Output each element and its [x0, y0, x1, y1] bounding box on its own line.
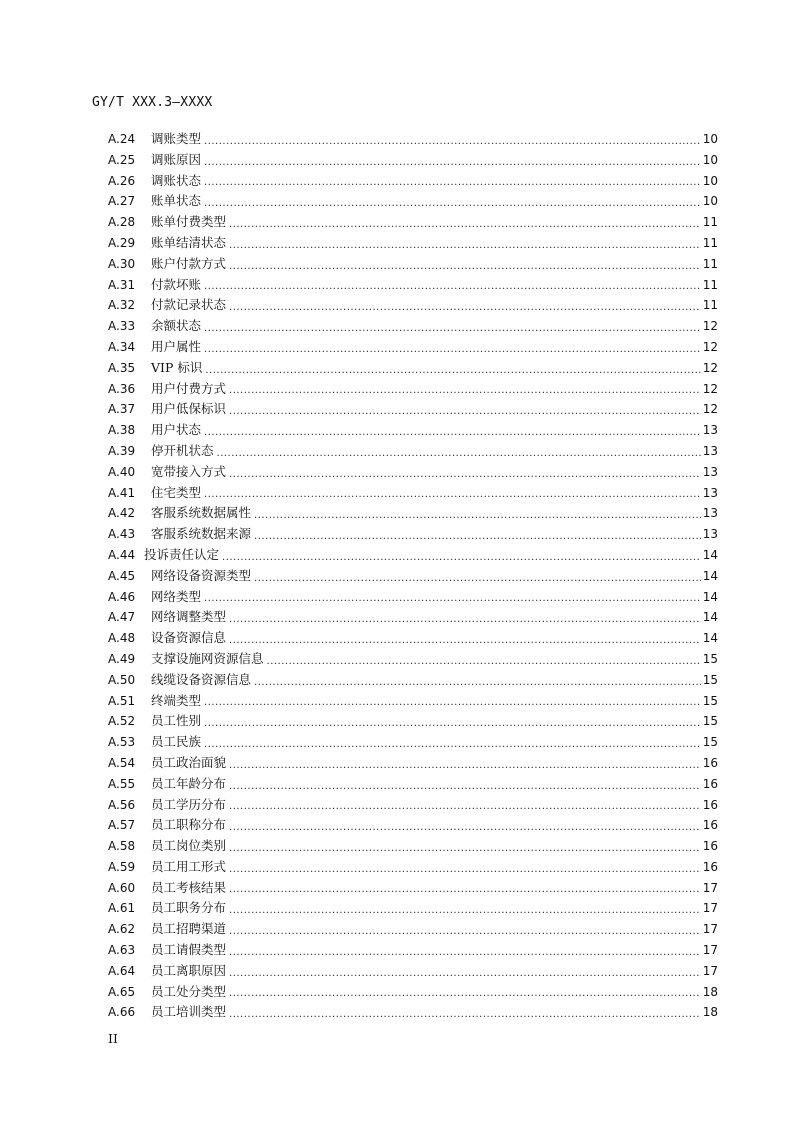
toc-entry-number: A.47: [108, 610, 136, 625]
toc-entry-number: A.59: [108, 859, 136, 874]
toc-entry[interactable]: [108, 940, 718, 961]
toc-dot-leader: [217, 445, 701, 462]
toc-dot-leader: [222, 549, 701, 566]
toc-entry-page: 15: [702, 651, 718, 666]
toc-dot-leader: [229, 611, 701, 628]
toc-entry-number: A.41: [108, 485, 136, 500]
toc-entry-title: 付款记录状态: [151, 297, 227, 313]
toc-entry-number: A.25: [108, 152, 136, 167]
toc-dot-leader: [267, 653, 701, 670]
toc-entry-page: 17: [702, 943, 718, 958]
toc-dot-leader: [204, 278, 701, 295]
toc-dot-leader: [229, 403, 701, 420]
toc-entry-page: 17: [702, 880, 718, 895]
toc-entry-number: A.61: [108, 901, 136, 916]
toc-dot-leader: [229, 757, 701, 774]
toc-entry-number: A.37: [108, 402, 136, 417]
toc-dot-leader: [229, 778, 701, 795]
toc-entry[interactable]: [108, 420, 718, 441]
toc-entry-number: A.66: [108, 1005, 136, 1020]
toc-entry[interactable]: [108, 233, 718, 254]
toc-entry-page: 11: [702, 298, 718, 313]
toc-entry[interactable]: [108, 379, 718, 400]
toc-dot-leader: [204, 133, 701, 150]
toc-entry-number: A.64: [108, 963, 136, 978]
toc-entry[interactable]: [108, 503, 718, 524]
toc-entry-number: A.65: [108, 984, 136, 999]
toc-entry[interactable]: [108, 295, 718, 316]
toc-entry-page: 17: [702, 901, 718, 916]
toc-dot-leader: [204, 486, 701, 503]
toc-entry-title: 网络类型: [151, 588, 202, 604]
toc-entry-title: 员工政治面貌: [151, 754, 227, 770]
toc-entry[interactable]: [108, 212, 718, 233]
toc-entry-page: 16: [702, 818, 718, 833]
toc-entry-title: 余额状态: [151, 318, 202, 334]
toc-entry[interactable]: [108, 441, 718, 462]
toc-entry-title: 账单付费类型: [151, 214, 227, 230]
toc-entry-title: 投诉责任认定: [144, 546, 220, 562]
toc-entry-title: 员工学历分布: [151, 796, 227, 812]
toc-entry-page: 10: [702, 173, 718, 188]
toc-entry-number: A.53: [108, 735, 136, 750]
toc-entry-title: 账户付款方式: [151, 255, 227, 271]
toc-entry-page: 13: [702, 423, 718, 438]
toc-entry[interactable]: [108, 753, 718, 774]
toc-entry-page: 15: [702, 672, 718, 687]
toc-entry-number: A.36: [108, 381, 136, 396]
toc-entry[interactable]: [108, 961, 718, 982]
toc-entry[interactable]: [108, 878, 718, 899]
toc-entry-title: 员工职称分布: [151, 817, 227, 833]
toc-entry-number: A.46: [108, 589, 136, 604]
toc-entry[interactable]: [108, 919, 718, 940]
toc-entry[interactable]: [108, 587, 718, 608]
toc-entry-title: 员工民族: [151, 734, 202, 750]
toc-entry-page: 18: [702, 984, 718, 999]
toc-entry-page: 11: [702, 235, 718, 250]
toc-entry-title: 住宅类型: [151, 484, 202, 500]
toc-entry-page: 11: [702, 215, 718, 230]
toc-entry[interactable]: [108, 483, 718, 504]
toc-entry-title: 员工性别: [151, 713, 202, 729]
toc-entry-page: 14: [702, 610, 718, 625]
toc-entry[interactable]: [108, 774, 718, 795]
toc-dot-leader: [204, 424, 701, 441]
toc-entry-page: 14: [702, 589, 718, 604]
toc-entry-title: VIP 标识: [151, 359, 203, 375]
toc-entry-page: 14: [702, 547, 718, 562]
toc-dot-leader: [229, 237, 701, 254]
toc-entry-page: 13: [702, 443, 718, 458]
toc-entry[interactable]: [108, 628, 718, 649]
toc-dot-leader: [229, 798, 701, 815]
toc-entry[interactable]: [108, 691, 718, 712]
toc-dot-leader: [229, 258, 701, 275]
toc-entry-title: 员工请假类型: [151, 942, 227, 958]
toc-entry-page: 13: [702, 464, 718, 479]
toc-entry-number: A.58: [108, 839, 136, 854]
toc-entry-number: A.62: [108, 922, 136, 937]
toc-entry-title: 停开机状态: [151, 442, 214, 458]
toc-entry-number: A.39: [108, 443, 136, 458]
toc-dot-leader: [229, 944, 701, 961]
toc-entry[interactable]: [108, 129, 718, 150]
toc-entry-page: 12: [702, 319, 718, 334]
toc-entry-title: 员工职务分布: [151, 900, 227, 916]
toc-dot-leader: [229, 923, 701, 940]
toc-entry-number: A.26: [108, 173, 136, 188]
toc-entry-title: 设备资源信息: [151, 630, 227, 646]
toc-entry-title: 员工年龄分布: [151, 775, 227, 791]
toc-entry-title: 客服系统数据属性: [151, 505, 252, 521]
toc-dot-leader: [229, 985, 701, 1002]
toc-entry-page: 17: [702, 963, 718, 978]
toc-dot-leader: [229, 881, 701, 898]
toc-entry-page: 12: [702, 339, 718, 354]
toc-entry-number: A.38: [108, 423, 136, 438]
toc-entry[interactable]: [108, 857, 718, 878]
toc-dot-leader: [229, 965, 701, 982]
toc-entry-page: 16: [702, 776, 718, 791]
toc-entry-page: 16: [702, 755, 718, 770]
toc-dot-leader: [229, 902, 701, 919]
toc-entry[interactable]: [108, 275, 718, 296]
toc-entry-page: 10: [702, 132, 718, 146]
toc-entry-page: 17: [702, 922, 718, 937]
toc-dot-leader: [254, 674, 701, 691]
toc-entry-number: A.56: [108, 797, 136, 812]
toc-dot-leader: [205, 362, 700, 379]
toc-entry-number: A.50: [108, 672, 136, 687]
toc-entry-number: A.51: [108, 693, 136, 708]
toc-entry-number: A.34: [108, 339, 136, 354]
toc-entry-number: A.43: [108, 527, 136, 542]
toc-entry-number: A.33: [108, 319, 136, 334]
toc-entry-page: 11: [702, 256, 718, 271]
toc-dot-leader: [204, 174, 701, 191]
toc-entry[interactable]: [108, 462, 718, 483]
toc-dot-leader: [204, 341, 701, 358]
page-number: II: [108, 1031, 118, 1046]
toc-entry-number: A.31: [108, 277, 136, 292]
toc-entry-page: 12: [702, 360, 718, 375]
toc-entry-title: 付款坏账: [151, 276, 202, 292]
toc-entry-title: 账单结清状态: [151, 234, 227, 250]
toc-dot-leader: [229, 1006, 701, 1023]
toc-entry[interactable]: [108, 150, 718, 171]
toc-dot-leader: [204, 715, 701, 732]
toc-entry-number: A.44: [108, 547, 136, 562]
toc-entry-number: A.42: [108, 506, 136, 521]
toc-entry-number: A.60: [108, 880, 136, 895]
toc-entry-title: 用户属性: [151, 338, 202, 354]
toc-entry-title: 调账状态: [151, 172, 202, 188]
toc-entry-page: 15: [702, 735, 718, 750]
toc-entry-page: 10: [702, 152, 718, 167]
toc-entry-number: A.27: [108, 194, 136, 209]
toc-entry-page: 15: [702, 714, 718, 729]
toc-entry[interactable]: [108, 171, 718, 192]
toc-entry[interactable]: [108, 524, 718, 545]
toc-entry-number: A.55: [108, 776, 136, 791]
toc-entry-title: 用户付费方式: [151, 380, 227, 396]
toc-entry[interactable]: [108, 316, 718, 337]
toc-entry-title: 用户低保标识: [151, 401, 227, 417]
toc-dot-leader: [229, 632, 701, 649]
toc-dot-leader: [204, 195, 701, 212]
toc-entry-title: 用户状态: [151, 422, 202, 438]
toc-entry-page: 13: [702, 527, 718, 542]
toc-entry-number: A.32: [108, 298, 136, 313]
toc-entry[interactable]: [108, 982, 718, 1003]
toc-entry-title: 员工用工形式: [151, 858, 227, 874]
toc-entry[interactable]: [108, 337, 718, 358]
toc-entry-number: A.49: [108, 651, 136, 666]
toc-entry-title: 终端类型: [151, 692, 202, 708]
toc-entry-title: 网络调整类型: [151, 609, 227, 625]
toc-entry-title: 网络设备资源类型: [151, 567, 252, 583]
toc-entry-number: A.35: [108, 360, 136, 375]
toc-entry[interactable]: [108, 254, 718, 275]
toc-entry-title: 员工培训类型: [151, 1004, 227, 1020]
toc-entry[interactable]: [108, 732, 718, 753]
toc-entry-page: 14: [702, 568, 718, 583]
toc-entry-number: A.29: [108, 235, 136, 250]
toc-entry[interactable]: [108, 795, 718, 816]
toc-dot-leader: [229, 840, 701, 857]
toc-dot-leader: [204, 154, 701, 171]
toc-entry-number: A.63: [108, 943, 136, 958]
toc-entry-page: 12: [702, 381, 718, 396]
toc-entry-page: 14: [702, 631, 718, 646]
toc-entry-number: A.57: [108, 818, 136, 833]
toc-entry-title: 调账原因: [151, 151, 202, 167]
toc-dot-leader: [254, 570, 701, 587]
toc-entry[interactable]: [108, 649, 718, 670]
toc-dot-leader: [229, 382, 701, 399]
toc-entry[interactable]: [108, 815, 718, 836]
toc-dot-leader: [254, 528, 701, 545]
toc-entry-title: 员工岗位类别: [151, 838, 227, 854]
toc-entry-page: 13: [702, 485, 718, 500]
toc-entry-page: 11: [702, 277, 718, 292]
toc-dot-leader: [229, 466, 701, 483]
toc-entry-title: 员工离职原因: [151, 962, 227, 978]
toc-entry[interactable]: [108, 358, 718, 379]
toc-dot-leader: [229, 819, 701, 836]
toc-entry[interactable]: [108, 545, 718, 566]
toc-entry-number: A.45: [108, 568, 136, 583]
toc-entry-page: 10: [702, 194, 718, 209]
document-code-header: GY/T XXX.3—XXXX: [92, 95, 213, 110]
toc-dot-leader: [254, 507, 701, 524]
toc-dot-leader: [229, 216, 701, 233]
toc-entry-title: 客服系统数据来源: [151, 526, 252, 542]
toc-entry-number: A.28: [108, 215, 136, 230]
toc-entry[interactable]: [108, 836, 718, 857]
toc-entry-title: 员工招聘渠道: [151, 921, 227, 937]
toc-entry[interactable]: [108, 191, 718, 212]
toc-entry-page: 13: [702, 506, 718, 521]
toc-entry-page: 15: [702, 693, 718, 708]
toc-entry-title: 账单状态: [151, 193, 202, 209]
toc-dot-leader: [204, 736, 701, 753]
toc-entry[interactable]: [108, 711, 718, 732]
table-of-contents: [108, 129, 718, 1023]
toc-entry-title: 员工处分类型: [151, 983, 227, 999]
toc-entry-number: A.40: [108, 464, 136, 479]
toc-entry-title: 调账类型: [151, 131, 202, 146]
toc-entry[interactable]: [108, 898, 718, 919]
toc-entry-number: A.24: [108, 132, 136, 146]
toc-entry[interactable]: [108, 1002, 718, 1023]
toc-dot-leader: [229, 299, 701, 316]
toc-entry-number: A.52: [108, 714, 136, 729]
toc-entry[interactable]: [108, 566, 718, 587]
toc-dot-leader: [204, 590, 701, 607]
toc-entry-title: 宽带接入方式: [151, 463, 227, 479]
toc-entry-page: 18: [702, 1005, 718, 1020]
toc-entry[interactable]: [108, 670, 718, 691]
toc-entry-number: A.48: [108, 631, 136, 646]
toc-entry-number: A.54: [108, 755, 136, 770]
toc-entry-number: A.30: [108, 256, 136, 271]
toc-entry-page: 12: [702, 402, 718, 417]
toc-entry-title: 员工考核结果: [151, 879, 227, 895]
toc-entry[interactable]: [108, 607, 718, 628]
toc-entry-page: 16: [702, 859, 718, 874]
toc-entry-page: 16: [702, 797, 718, 812]
toc-entry-title: 支撑设施网资源信息: [151, 650, 264, 666]
toc-dot-leader: [204, 320, 701, 337]
toc-entry-page: 16: [702, 839, 718, 854]
toc-entry[interactable]: [108, 399, 718, 420]
toc-dot-leader: [229, 861, 701, 878]
toc-dot-leader: [204, 694, 701, 711]
toc-entry-title: 线缆设备资源信息: [151, 671, 252, 687]
